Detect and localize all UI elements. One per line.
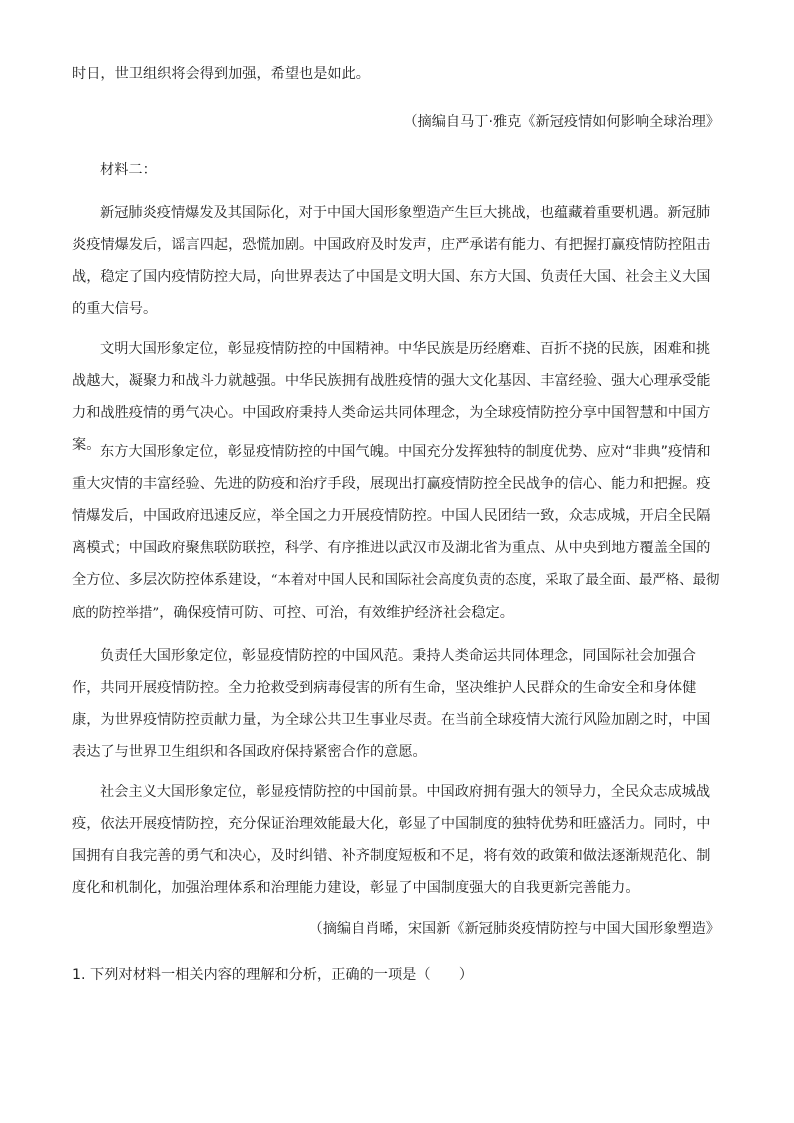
paragraph-civilization: 文明大国形象定位，彰显疫情防控的中国精神。中华民族是历经磨难、百折不挠的民族，困难和挑战越大，凝聚力和战斗力就越强。中华民族拥有战胜疫情的强大文化基因、丰富经验、强大心理承受能力和战胜疫情的勇气决心。中国政府秉持人类命运共同体理念，为全球疫情防控分享中国智慧和中国方案。 (72, 341, 711, 453)
paragraph-eastern-text-a: 东方大国形象定位，彰显疫情防控的中国气魄。中国充分发挥独特的制度优势、应对“非典”疫情和重大灾情的丰富经验、先进的防疫和治疗手段，展现出打赢疫情防控全民战争的信心、能力和把握。疫情爆发后，中国政府迅速反应，举全国之力开展疫情防控。中国人民团结一致，众志成城，开启全民隔离模式；中国政府聚焦联防联控，科学、有序推进以武汉市及湖北省为重点、从中央到地方覆盖全国的全方位、多层次防控体系建设， (72, 444, 711, 588)
paragraph-socialist: 社会主义大国形象定位，彰显疫情防控的中国前景。中国政府拥有强大的领导力，全民众志成城战疫，依法开展疫情防控，充分保证治理效能最大化，彰显了中国制度的独特优势和旺盛活力。同时，中国拥有自我完善的勇气和决心，及时纠错、补齐制度短板和不足，将有效的政策和做法逐渐规范化、制度化和机制化，加强治理体系和治理能力建设，彰显了中国制度强大的自我更新完善能力。 (72, 784, 711, 896)
question-1: 1. 下列对材料一相关内容的理解和分析，正确的一项是（ ） (72, 967, 474, 983)
citation-material-1: （摘编自马丁·雅克《新冠疫情如何影响全球治理》 (403, 114, 720, 130)
paragraph-eastern-quote: “本着对中国人民和国际社会高度负责的态度，采取了最全面、最严格、最彻底的防控举措” (72, 573, 720, 621)
citation-material-2: （摘编自肖晞，宋国新《新冠肺炎疫情防控与中国大国形象塑造》 (308, 921, 720, 937)
text-line-continuation: 时日，世卫组织将会得到加强，希望也是如此。 (72, 66, 370, 82)
paragraph-responsible: 负责任大国形象定位，彰显疫情防控的中国风范。秉持人类命运共同体理念，同国际社会加强合作，共同开展疫情防控。全力抢救受到病毒侵害的所有生命，坚决维护人民群众的生命安全和身体健康，为世界疫情防控贡献力量，为全球公共卫生事业尽责。在当前全球疫情大流行风险加剧之时，中国表达了与世界卫生组织和各国政府保持紧密合作的意愿。 (72, 648, 711, 760)
paragraph-eastern-text-b: ，确保疫情可防、可控、可治，有效维护经济社会稳定。 (159, 605, 514, 621)
paragraph-eastern (72, 436, 722, 630)
paragraph-intro: 新冠肺炎疫情爆发及其国际化，对于中国大国形象塑造产生巨大挑战，也蕴藏着重要机遇。新冠肺炎疫情爆发后，谣言四起，恐慌加剧。中国政府及时发声，庄严承诺有能力、有把握打赢疫情防控阻击战，稳定了国内疫情防控大局，向世界表达了中国是文明大国、东方大国、负责任大国、社会主义大国的重大信号。 (72, 205, 711, 317)
heading-material-2: 材料二： (100, 162, 157, 178)
